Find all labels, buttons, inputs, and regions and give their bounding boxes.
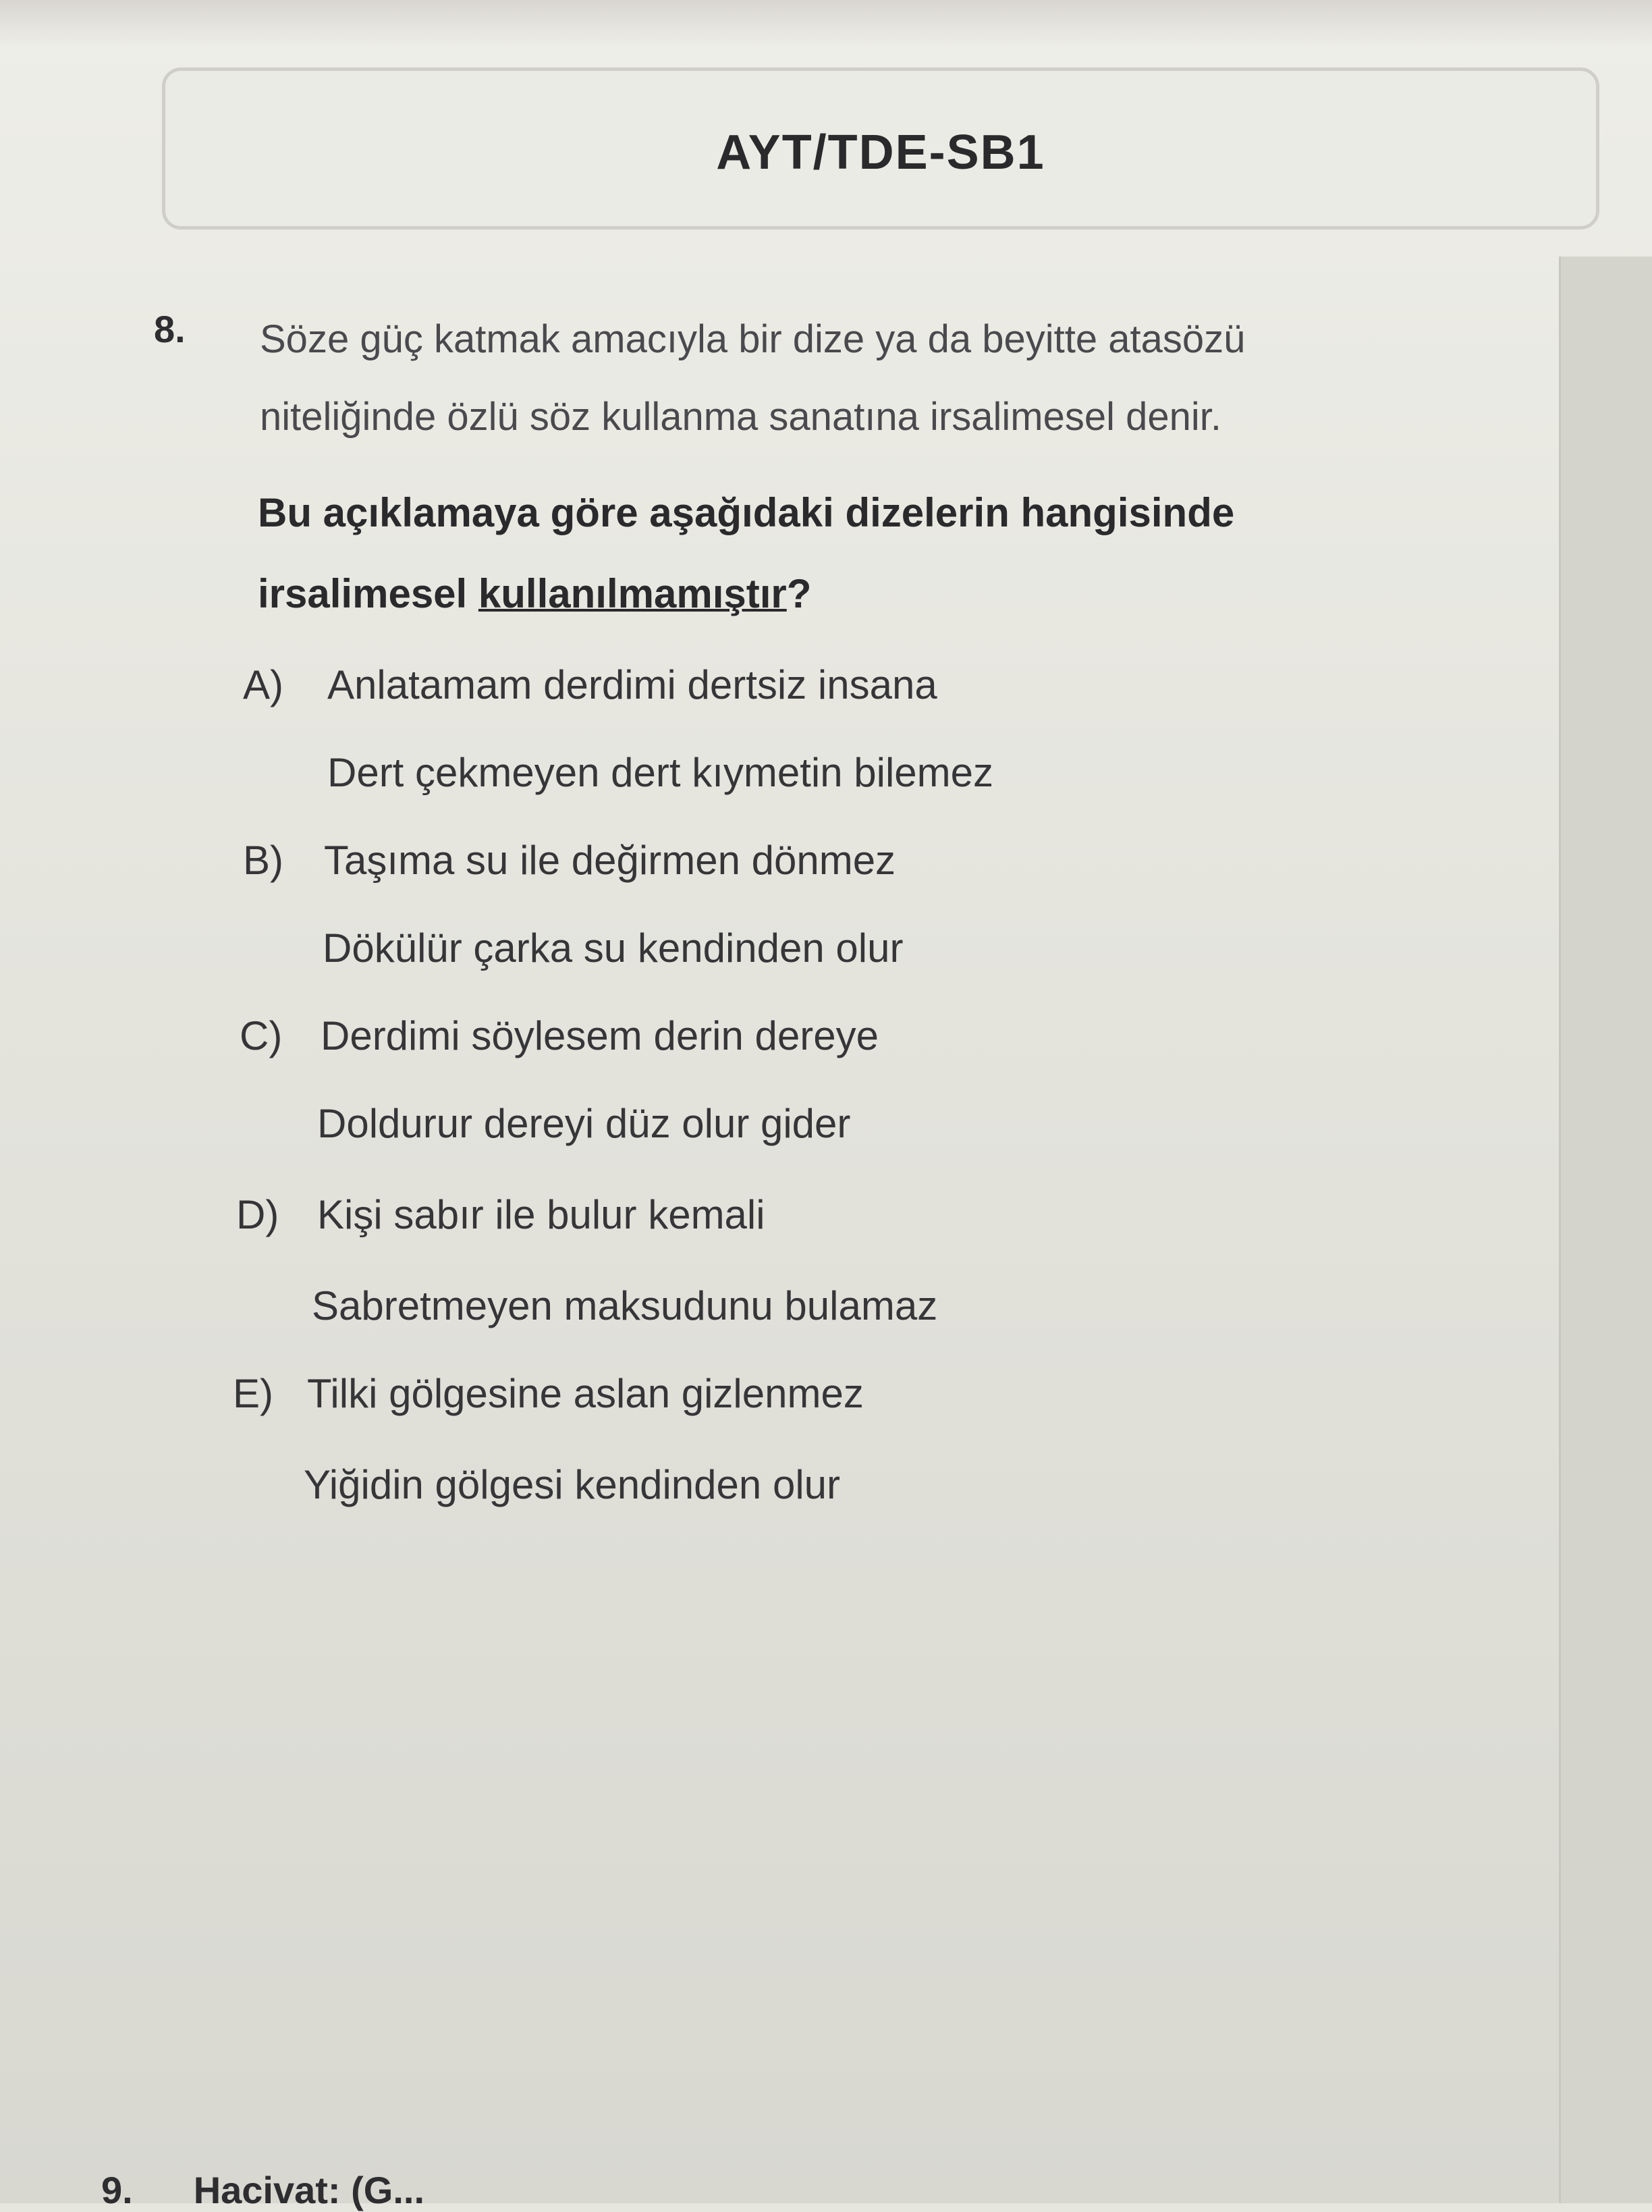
stem-line-1: Söze güç katmak amacıyla bir dize ya da beyitte atasözü bbox=[260, 317, 1246, 361]
next-question-peek bbox=[101, 2168, 485, 2212]
question-stem bbox=[260, 300, 1508, 456]
page-right-edge bbox=[1559, 257, 1652, 2203]
option-letter: E) bbox=[233, 1371, 273, 1416]
prompt-line-2 bbox=[258, 554, 1506, 635]
prompt-term: irsalimesel bbox=[258, 571, 478, 616]
exam-code-title: AYT/TDE-SB1 bbox=[716, 126, 1045, 180]
option-line-1: Taşıma su ile değirmen dönmez bbox=[324, 838, 896, 883]
prompt-question-mark: ? bbox=[786, 571, 812, 616]
option-line-1: Tilki gölgesine aslan gizlenmez bbox=[307, 1371, 864, 1416]
option-line-2: Doldurur dereyi düz olur gider bbox=[317, 1101, 851, 1146]
question-prompt bbox=[258, 473, 1506, 635]
option-line-2: Dökülür çarka su kendinden olur bbox=[323, 925, 904, 971]
top-blur bbox=[0, 0, 1652, 47]
prompt-line-1: Bu açıklamaya göre aşağıdaki dizelerin hangisinde bbox=[258, 490, 1235, 535]
stem-line-2: niteliğinde özlü söz kullanma sanatına irsalimesel denir. bbox=[260, 395, 1221, 439]
option-letter: A) bbox=[243, 662, 283, 707]
option-line-2: Yiğidin gölgesi kendinden olur bbox=[304, 1462, 840, 1507]
option-line-1: Derdimi söylesem derin dereye bbox=[321, 1013, 879, 1058]
option-line-1: Anlatamam derdimi dertsiz insana bbox=[327, 662, 937, 707]
next-question-number: 9. bbox=[101, 2169, 133, 2211]
option-letter: D) bbox=[236, 1192, 279, 1237]
option-line-1: Kişi sabır ile bulur kemali bbox=[317, 1192, 765, 1237]
option-letter: C) bbox=[240, 1013, 283, 1058]
next-question-text: Hacivat: (G... bbox=[193, 2169, 425, 2211]
question-number: 8. bbox=[154, 308, 186, 350]
option-line-2: Sabretmeyen maksudunu bulamaz bbox=[312, 1283, 938, 1328]
option-letter: B) bbox=[243, 838, 283, 883]
option-line-2: Dert çekmeyen dert kıymetin bilemez bbox=[327, 750, 994, 795]
exam-header bbox=[162, 68, 1599, 230]
prompt-negative-emphasis: kullanılmamıştır bbox=[478, 571, 787, 616]
